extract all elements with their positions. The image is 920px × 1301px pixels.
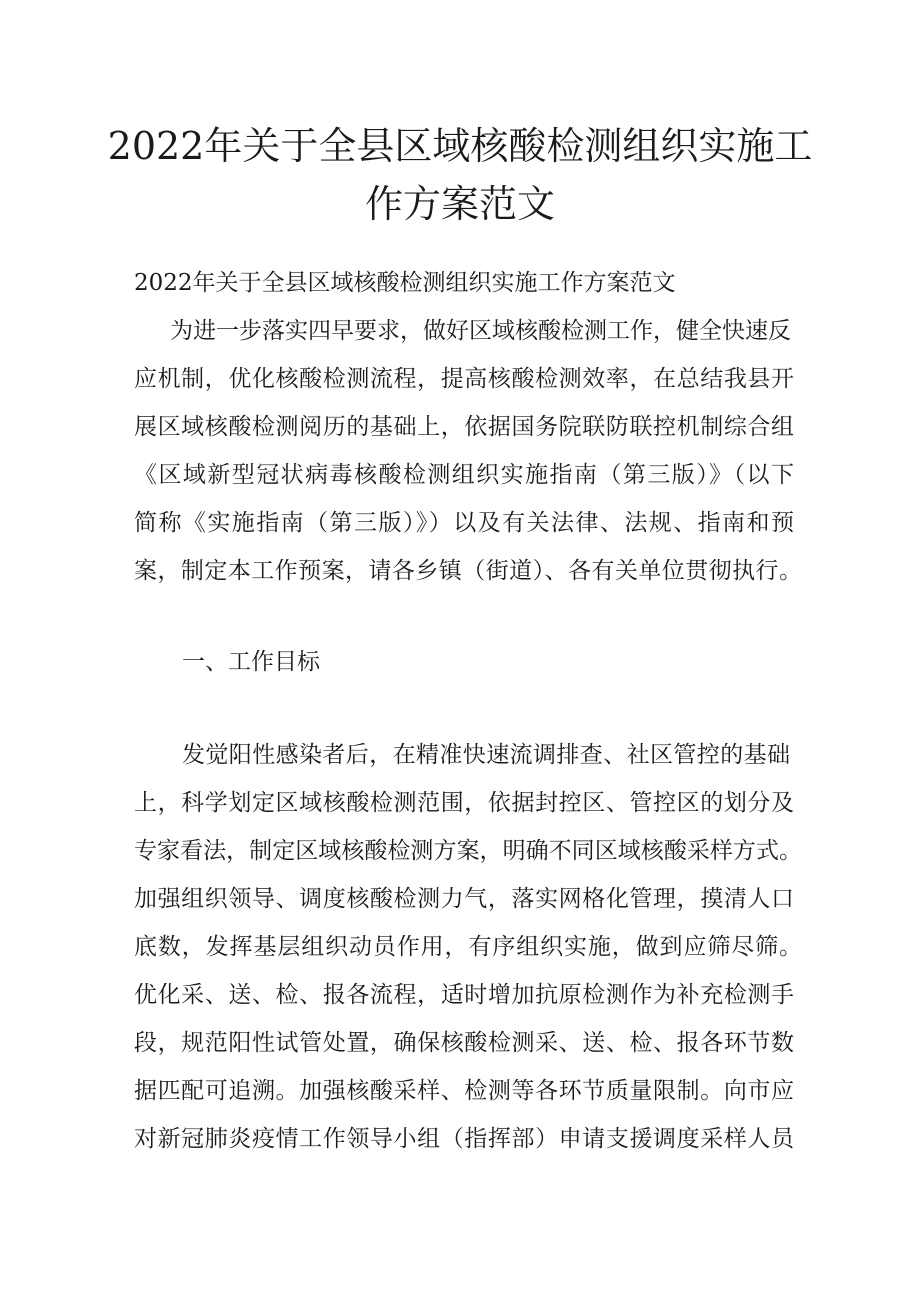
document-title-line-1: 2022年关于全县区域核酸检测组织实施工 [107, 124, 813, 168]
intro-line-6: 案，制定本工作预案，请各乡镇（街道）、各有关单位贯彻执行。 [134, 558, 802, 584]
intro-line-4: 《区域新型冠状病毒核酸检测组织实施指南（第三版）》（以下 [134, 462, 794, 488]
section-1-line-3: 专家看法，制定区域核酸检测方案，明确不同区域核酸采样方式。 [134, 838, 802, 864]
intro-line-2: 应机制，优化核酸检测流程，提高核酸检测效率，在总结我县开 [134, 366, 794, 392]
section-1-line-6: 优化采、送、检、报各流程，适时增加抗原检测作为补充检测手 [134, 982, 794, 1008]
section-1-line-8: 据匹配可追溯。加强核酸采样、检测等各环节质量限制。向市应 [134, 1078, 794, 1104]
section-1-line-7: 段，规范阳性试管处置，确保核酸检测采、送、检、报各环节数 [134, 1030, 794, 1056]
section-1-line-9: 对新冠肺炎疫情工作领导小组（指挥部）申请支援调度采样人员 [134, 1126, 794, 1152]
section-1-line-2: 上，科学划定区域核酸检测范围，依据封控区、管控区的划分及 [134, 790, 794, 816]
intro-line-3: 展区域核酸检测阅历的基础上，依据国务院联防联控机制综合组 [134, 414, 794, 440]
section-1-line-1: 发觉阳性感染者后，在精准快速流调排查、社区管控的基础 [182, 742, 790, 768]
document-subtitle: 2022年关于全县区域核酸检测组织实施工作方案范文 [134, 270, 676, 296]
section-1-line-5: 底数，发挥基层组织动员作用，有序组织实施，做到应筛尽筛。 [134, 934, 802, 960]
section-1-heading: 一、工作目标 [182, 649, 320, 675]
intro-line-1: 为进一步落实四早要求，做好区域核酸检测工作，健全快速反 [170, 318, 791, 344]
section-1-line-4: 加强组织领导、调度核酸检测力气，落实网格化管理，摸清人口 [134, 886, 794, 912]
document-title-line-2: 作方案范文 [364, 182, 555, 226]
intro-line-5: 简称《实施指南（第三版）》）以及有关法律、法规、指南和预 [134, 510, 794, 536]
